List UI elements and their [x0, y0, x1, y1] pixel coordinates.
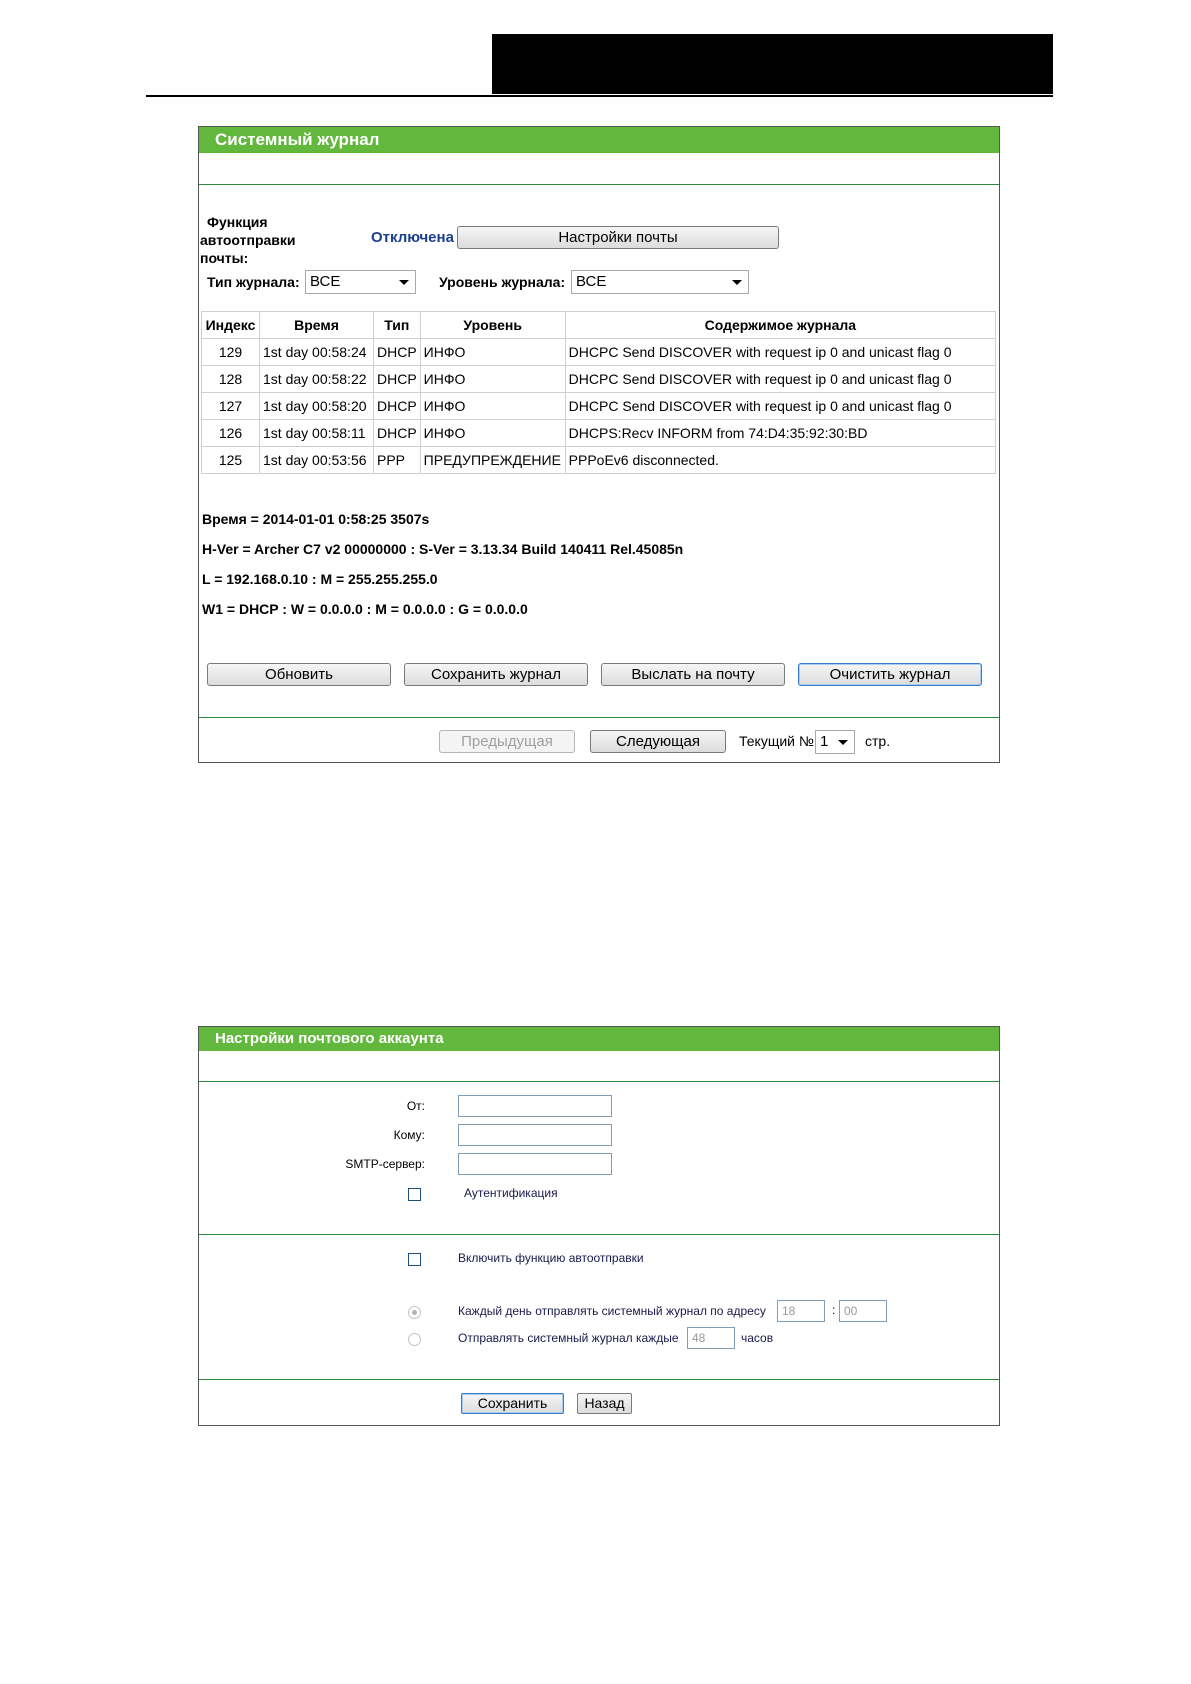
divider	[199, 717, 999, 718]
cell-index: 128	[202, 366, 260, 393]
cell-content: DHCPS:Recv INFORM from 74:D4:35:92:30:BD	[565, 420, 995, 447]
cell-index: 129	[202, 339, 260, 366]
cell-time: 1st day 00:58:11	[260, 420, 374, 447]
log-type-select[interactable]: ВСЕ	[305, 270, 416, 294]
prev-page-button[interactable]: Предыдущая	[439, 730, 575, 753]
auth-checkbox[interactable]	[408, 1188, 421, 1201]
cell-index: 125	[202, 447, 260, 474]
smtp-label: SMTP-сервер:	[345, 1157, 425, 1171]
cell-index: 127	[202, 393, 260, 420]
info-time: Время = 2014-01-01 0:58:25 3507s	[202, 511, 430, 527]
column-header: Уровень	[420, 312, 565, 339]
smtp-input[interactable]	[458, 1153, 612, 1175]
column-header: Тип	[374, 312, 421, 339]
clear-log-button[interactable]: Очистить журнал	[798, 663, 982, 686]
auth-label: Аутентификация	[464, 1186, 558, 1200]
cell-level: ИНФО	[420, 366, 565, 393]
divider	[199, 1379, 999, 1380]
cell-index: 126	[202, 420, 260, 447]
cell-type: DHCP	[374, 393, 421, 420]
panel-title: Системный журнал	[199, 127, 999, 153]
refresh-button[interactable]: Обновить	[207, 663, 391, 686]
cell-level: ПРЕДУПРЕЖДЕНИЕ	[420, 447, 565, 474]
mail-log-button[interactable]: Выслать на почту	[601, 663, 785, 686]
chevron-down-icon	[732, 280, 742, 285]
autosend-label-3: почты:	[200, 250, 249, 266]
table-row	[202, 393, 996, 420]
cell-content: DHCPC Send DISCOVER with request ip 0 and unicast flag 0	[565, 366, 995, 393]
from-input[interactable]	[458, 1095, 612, 1117]
interval-input[interactable]: 48	[687, 1327, 735, 1349]
cell-type: DHCP	[374, 420, 421, 447]
current-page-label: Текущий №	[739, 733, 814, 749]
autosend-status: Отключена	[371, 229, 454, 246]
save-button[interactable]: Сохранить	[461, 1393, 564, 1414]
interval-radio[interactable]	[408, 1333, 421, 1346]
chevron-down-icon	[838, 740, 848, 745]
daily-label: Каждый день отправлять системный журнал по адресу	[458, 1304, 766, 1318]
column-header: Содержимое журнала	[565, 312, 995, 339]
cell-level: ИНФО	[420, 420, 565, 447]
page-suffix: стр.	[865, 733, 891, 749]
enable-autosend-label: Включить функцию автоотправки	[458, 1251, 644, 1265]
to-input[interactable]	[458, 1124, 612, 1146]
hours-label: часов	[741, 1331, 774, 1345]
divider	[199, 1081, 999, 1082]
cell-time: 1st day 00:53:56	[260, 447, 374, 474]
cell-level: ИНФО	[420, 339, 565, 366]
enable-autosend-checkbox[interactable]	[408, 1253, 421, 1266]
divider	[199, 1234, 999, 1235]
cell-time: 1st day 00:58:22	[260, 366, 374, 393]
divider	[199, 184, 999, 185]
cell-type: PPP	[374, 447, 421, 474]
table-row	[202, 366, 996, 393]
log-level-select[interactable]: ВСЕ	[571, 270, 749, 294]
log-type-label: Тип журнала:	[207, 274, 300, 290]
cell-content: PPPoEv6 disconnected.	[565, 447, 995, 474]
autosend-label-2: автоотправки	[200, 232, 296, 248]
info-version: H-Ver = Archer C7 v2 00000000 : S-Ver = 3.13.34 Build 140411 Rel.45085n	[202, 541, 684, 557]
table-header-row	[202, 312, 996, 339]
log-table	[201, 311, 996, 474]
table-row	[202, 420, 996, 447]
cell-type: DHCP	[374, 366, 421, 393]
hour-input[interactable]: 18	[777, 1300, 825, 1322]
daily-radio[interactable]	[408, 1306, 421, 1319]
cell-content: DHCPC Send DISCOVER with request ip 0 and unicast flag 0	[565, 339, 995, 366]
interval-label: Отправлять системный журнал каждые	[458, 1331, 679, 1345]
column-header: Время	[260, 312, 374, 339]
info-wan: W1 = DHCP : W = 0.0.0.0 : M = 0.0.0.0 : G = 0.0.0.0	[202, 601, 528, 617]
page-select[interactable]: 1	[815, 730, 855, 754]
cell-time: 1st day 00:58:24	[260, 339, 374, 366]
info-lan: L = 192.168.0.10 : M = 255.255.255.0	[202, 571, 438, 587]
table-row	[202, 339, 996, 366]
mail-settings-button[interactable]: Настройки почты	[457, 226, 779, 249]
from-label: От:	[406, 1099, 425, 1113]
autosend-label: Функция	[207, 214, 268, 230]
chevron-down-icon	[399, 280, 409, 285]
next-page-button[interactable]: Следующая	[590, 730, 726, 753]
cell-type: DHCP	[374, 339, 421, 366]
system-log-panel	[198, 126, 1000, 763]
log-level-label: Уровень журнала:	[439, 274, 566, 290]
cell-time: 1st day 00:58:20	[260, 393, 374, 420]
panel-title: Настройки почтового аккаунта	[199, 1027, 999, 1051]
mail-settings-panel	[198, 1026, 1000, 1426]
page-header-bar	[492, 34, 1053, 94]
minute-input[interactable]: 00	[839, 1300, 887, 1322]
page-header-rule	[146, 95, 1053, 97]
table-row	[202, 447, 996, 474]
to-label: Кому:	[393, 1128, 425, 1142]
save-log-button[interactable]: Сохранить журнал	[404, 663, 588, 686]
cell-content: DHCPC Send DISCOVER with request ip 0 and unicast flag 0	[565, 393, 995, 420]
column-header: Индекс	[202, 312, 260, 339]
back-button[interactable]: Назад	[577, 1393, 632, 1414]
cell-level: ИНФО	[420, 393, 565, 420]
time-separator: :	[832, 1303, 836, 1317]
